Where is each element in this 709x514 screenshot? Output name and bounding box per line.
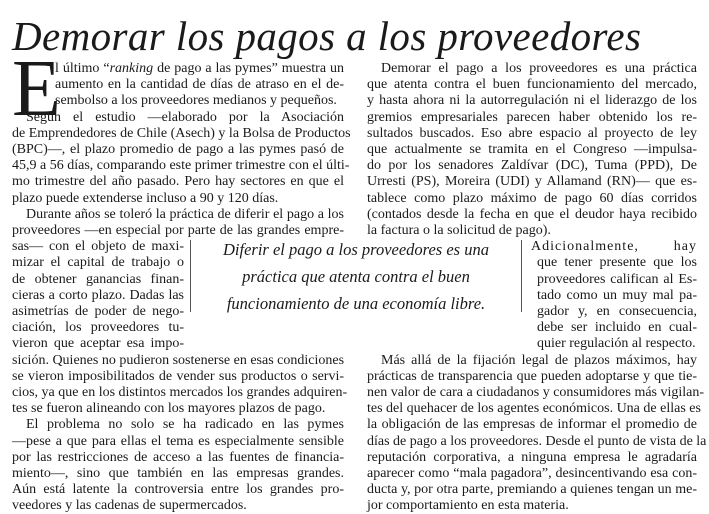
text-line: (contados desde la fecha en que el deudor haya recibido [367, 206, 697, 222]
text-line: de Emprendedores de Chile (Asech) y la Bolsa de Productos [12, 125, 351, 141]
italic-term: ranking [109, 61, 154, 76]
text-line: asimetrías de poder de nego- [12, 304, 184, 319]
text-line: Adicionalmente, hay [531, 239, 697, 255]
pull-quote-line: funcionamiento de una economía libre. [226, 294, 486, 313]
text-line: se vieron imposibilitados de vender sus productos o servi- [12, 368, 344, 384]
text-line: Según el estudio —elaborado por la Asociación [26, 109, 344, 125]
text-line: Aún está latente la controversia entre los grandes pro- [12, 482, 344, 498]
text-line: cios, ya que en los distintos mercados los grandes adquiren- [12, 385, 348, 400]
pull-quote-line: práctica que atenta contra el buen [242, 267, 470, 286]
text-line: (BPC)—, el plazo promedio de pago a las pymes pasó de [12, 142, 344, 157]
text-line: tado como un muy mal pa- [537, 287, 697, 303]
text-line: tablece como plazo máximo de pago 60 días corridos [367, 190, 697, 206]
text-line: cieras a corto plazo. Dadas las [12, 287, 184, 303]
text-line: Demorar el pago a los proveedores es una práctica [381, 61, 697, 76]
text-line: Urresti (PS), Moreira (UDI) y Allamand (RN)— que es- [367, 174, 697, 190]
text-line: días de pago a los proveedores. Desde el punto de vista de la [367, 433, 707, 449]
text-line: l último “ranking de pago a las pymes” muestra un [55, 61, 345, 76]
text-line: aparecer como “mala pagadora”, desincentivando esa con- [367, 466, 697, 481]
text-line: la obligación de las empresas de informar el promedio de [367, 417, 697, 433]
text-line: que actualmente se tramita en el Congreso —impulsa- [367, 142, 697, 157]
text-line: y hasta ahora ni la autorregulación ni el liderazgo de los [367, 93, 697, 109]
text-line: sembolso a los proveedores medianos y pequeños. [55, 93, 337, 109]
text-line: gador y, en consecuencia, [537, 304, 697, 319]
text-line: Más allá de la fijación legal de plazos máximos, hay [381, 352, 697, 368]
text-line: que tener presente que los [537, 255, 697, 271]
drop-cap: E [12, 45, 61, 133]
text-line: sultados buscados. Eso abre espacio al proyecto de ley [367, 125, 697, 141]
text-line: plazo puede extenderse incluso a 90 y 120 días. [12, 190, 279, 206]
text-line: debe ser incluido en cual- [537, 320, 697, 336]
text-line: de obtener ganancias finan- [12, 271, 184, 287]
text-line: gremios empresariales parecen haber obtenido los re- [367, 109, 697, 125]
text-line: quier regulación al respecto. [537, 336, 696, 352]
text-line: veedores y las cadenas de supermercados. [12, 498, 247, 514]
text-line: aumento en la cantidad de días de atraso en el de- [55, 77, 344, 93]
text-line: mo trimestre del año pasado. Pero hay sectores en que el [12, 174, 344, 190]
text-line: ducta y, por otra parte, premiando a quienes tengan un me- [367, 482, 697, 498]
text-line: Durante años se toleró la práctica de diferir el pago a los [26, 206, 344, 222]
text-line: jor comportamiento en esta materia. [367, 498, 569, 514]
text-line: miento—, sino que también en las empresas grandes. [12, 466, 344, 481]
pull-quote [190, 232, 522, 322]
text-line: proveedores califican al Es- [537, 271, 697, 287]
pull-quote-line: Diferir el pago a los proveedores es una [223, 240, 489, 259]
text-line: tes del quehacer de los agentes económicos. Una de ellas es [367, 401, 701, 417]
article-title: Demorar los pagos a los proveedores [12, 13, 642, 59]
text-line: sición. Quienes no pudieron sostenerse en esas condiciones [12, 352, 345, 368]
text-line: sas— con el objeto de maxi- [12, 239, 184, 255]
text-line: reputación corporativa, a ninguna empresa le agradaría [367, 449, 697, 465]
text-line: do por los senadores Zaldívar (DC), Tuma (PPD), De [367, 158, 697, 174]
text-line: que atenta contra el buen funcionamiento del mercado, [367, 77, 697, 93]
text-line: —pese a que para ellas el tema es especialmente sensible [12, 433, 344, 449]
text-line: El problema no solo se ha radicado en las pymes [26, 417, 344, 433]
text-line: tes se fueron alineando con los mayores plazos de pago. [12, 401, 326, 417]
text-line: 45,9 a 56 días, comparando este primer trimestre con el últi- [12, 158, 350, 174]
text-line: nen valor de cara a ciudadanos y consumidores más vigilan- [367, 385, 705, 400]
text-line: por las restricciones de acceso a las fuentes de financia- [12, 449, 344, 465]
text-line: ciación, los proveedores tu- [12, 320, 184, 336]
text-line: prácticas de transparencia que pueden adoptarse y que tie- [367, 368, 697, 384]
text-line: la factura o la solicitud de pago). [367, 223, 551, 238]
text-line: vieron que aceptar esa impo- [12, 336, 184, 352]
text-line: proveedores —en especial por parte de las grandes empre- [12, 223, 344, 238]
text-line: mizar el capital de trabajo o [12, 255, 184, 271]
